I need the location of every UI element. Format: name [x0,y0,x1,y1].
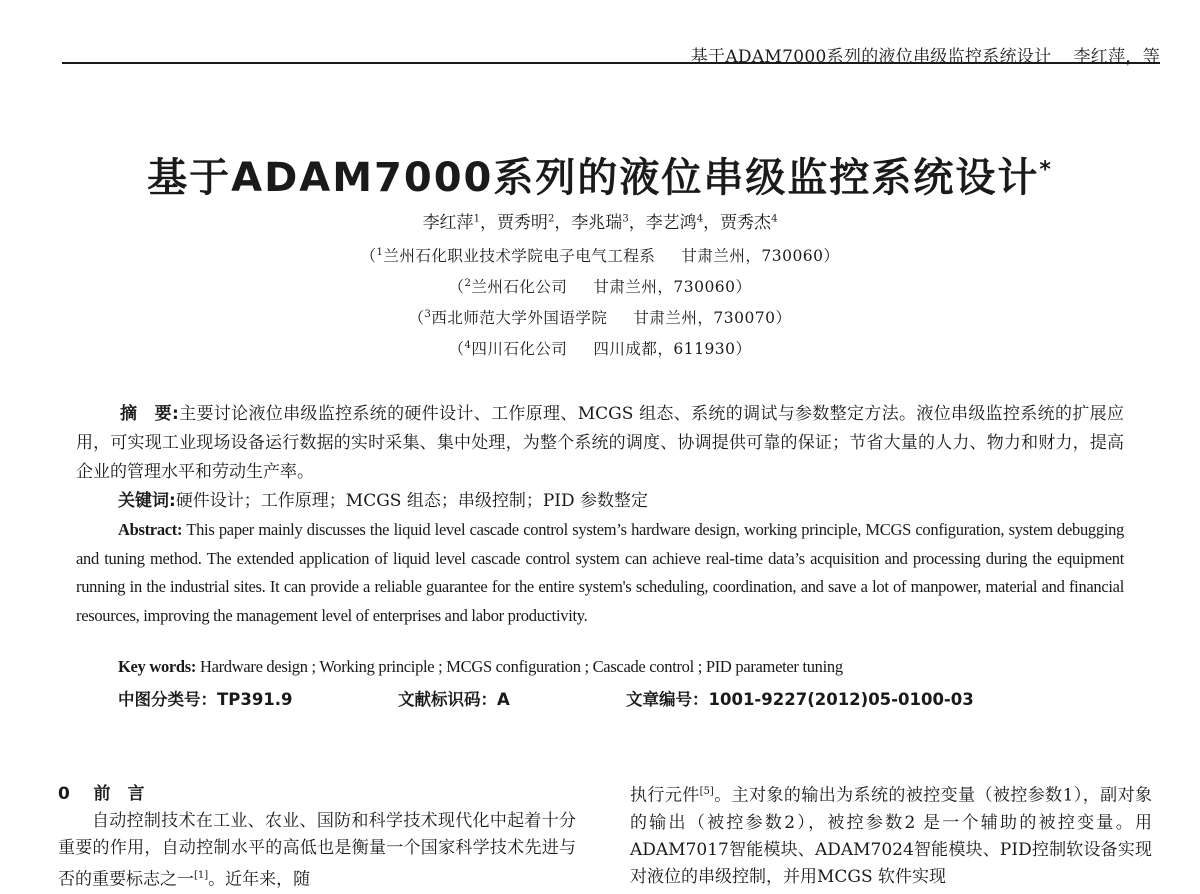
author-name: 贾秀明 [496,213,548,233]
doc-code-label: 文献标识码： [398,690,497,709]
abstract-english [76,516,1124,630]
body-left-text-cont: 。近年来，随 [208,869,311,890]
article-number [626,686,974,710]
affiliation-org: 兰州石化职业技术学院电子电气工程系 [383,247,656,265]
abstract-cn-label: 摘 要: [120,404,179,424]
affiliation-mark: 4 [464,339,472,351]
body-right-text: 。主对象的输出为系统的被控变量（被控参数1），副对象的输出（被控参数2），被控参数2 是一个辅助的被控变量。用ADAM7017智能模块、ADAM7024智能模块、PID控制软设备实现对液位的串级控制，并用MCGS 软件实现 [630,785,1152,887]
article-number-label: 文章编号： [626,690,709,709]
author-name: 李兆瑞 [571,213,623,233]
doc-code-value: A [497,690,510,709]
abstract-en-text: This paper mainly discusses the liquid level cascade control system’s hardware design, working principle, MCGS configuration, system debugging and tuning method. The extended application of liquid level cascade control system can achieve real-time data’s acquisition and processing during the equipment running in the industrial sites. It can provide a reliable guarantee for the entire system's scheduling, coordination, and save a lot of manpower, material and financial resources, improving the management level of enterprises and labor productivity. [76,520,1125,625]
body-left-column [58,808,576,894]
clc-number [118,686,293,710]
author-aff-mark: 4 [771,213,778,225]
affiliation-location: 甘肃兰州，730060 [681,247,824,265]
body-left-text: 自动控制技术在工业、农业、国防和科学技术现代化中起着十分重要的作用，自动控制水平的高低也是衡量一个国家科学技术先进与否的重要标志之一 [58,811,576,890]
keywords-en-label: Key words: [118,657,197,676]
affiliation-mark: 2 [464,277,472,289]
clc-value: TP391.9 [217,690,293,709]
affiliation-location: 四川成都，611930 [593,340,736,358]
section-title: 前 言 [93,784,145,804]
article-number-value: 1001-9227(2012)05-0100-03 [708,690,974,709]
author-aff-mark: 3 [622,213,629,225]
author-name: 李红萍 [422,213,474,233]
affiliation-mark: 3 [424,308,432,320]
paper-title-text: 基于ADAM7000系列的液位串级监控系统设计 [147,155,1040,201]
author-list: 李红萍$^1$，贾秀明$^2$，李兆瑞$^3$，李艺鸿$^4$，贾秀杰$^4$ [422,213,778,233]
affiliation-mark: 1 [376,246,384,258]
affiliation-org: 兰州石化公司 [471,278,568,296]
document-code [398,686,510,710]
abstract-chinese [76,400,1124,487]
affiliation-location: 甘肃兰州，730060 [593,278,736,296]
header-rule [62,62,1160,64]
abstract-cn-text: 主要讨论液位串级监控系统的硬件设计、工作原理、MCGS 组态、系统的调试与参数整定方法。液位串级监控系统的扩展应用，可实现工业现场设备运行数据的实时采集、集中处理，为整个系统的调度、协调提供可靠的保证；节省大量的人力、物力和财力，提高企业的管理水平和劳动生产率。 [76,404,1124,482]
keywords-en-text: Hardware design ; Working principle ; MCGS configuration ; Cascade control ; PID parameter tuning [199,657,843,676]
affiliation-org: 西北师范大学外国语学院 [431,309,608,327]
affiliation: （$^4$四川石化公司 四川成都，611930） [448,339,752,358]
title-footnote-mark: * [1039,157,1053,183]
affiliation-location: 甘肃兰州，730070 [633,309,776,327]
running-authors: 李红萍，等 [1073,47,1160,67]
author-name: 李艺鸿 [645,213,697,233]
citation: [5] [699,786,714,797]
abstract-en-label: Abstract: [118,520,183,539]
keywords-cn-label: 关键词: [118,491,176,511]
body-right-column [630,778,1152,891]
affiliation: （$^3$西北师范大学外国语学院 甘肃兰州，730070） [408,308,792,327]
affiliation: （$^2$兰州石化公司 甘肃兰州，730060） [448,277,752,296]
affiliation-org: 四川石化公司 [471,340,568,358]
body-right-lead: 执行元件 [630,785,700,806]
running-title: 基于ADAM7000系列的液位串级监控系统设计 [690,47,1052,67]
author-name: 贾秀杰 [720,213,772,233]
citation: [1] [194,870,209,881]
section-heading [58,779,145,804]
author-aff-mark: 4 [696,213,704,225]
keywords-chinese [118,487,648,515]
clc-label: 中图分类号： [118,690,217,709]
affiliation: （$^1$兰州石化职业技术学院电子电气工程系 甘肃兰州，730060） [360,246,840,265]
keywords-cn-text: 硬件设计；工作原理；MCGS 组态；串级控制；PID 参数整定 [175,491,649,511]
author-aff-mark: 2 [547,213,555,225]
keywords-english [118,657,843,677]
paper-title [0,146,1200,203]
author-aff-mark: 1 [473,213,480,225]
section-number: 0 [58,784,70,804]
